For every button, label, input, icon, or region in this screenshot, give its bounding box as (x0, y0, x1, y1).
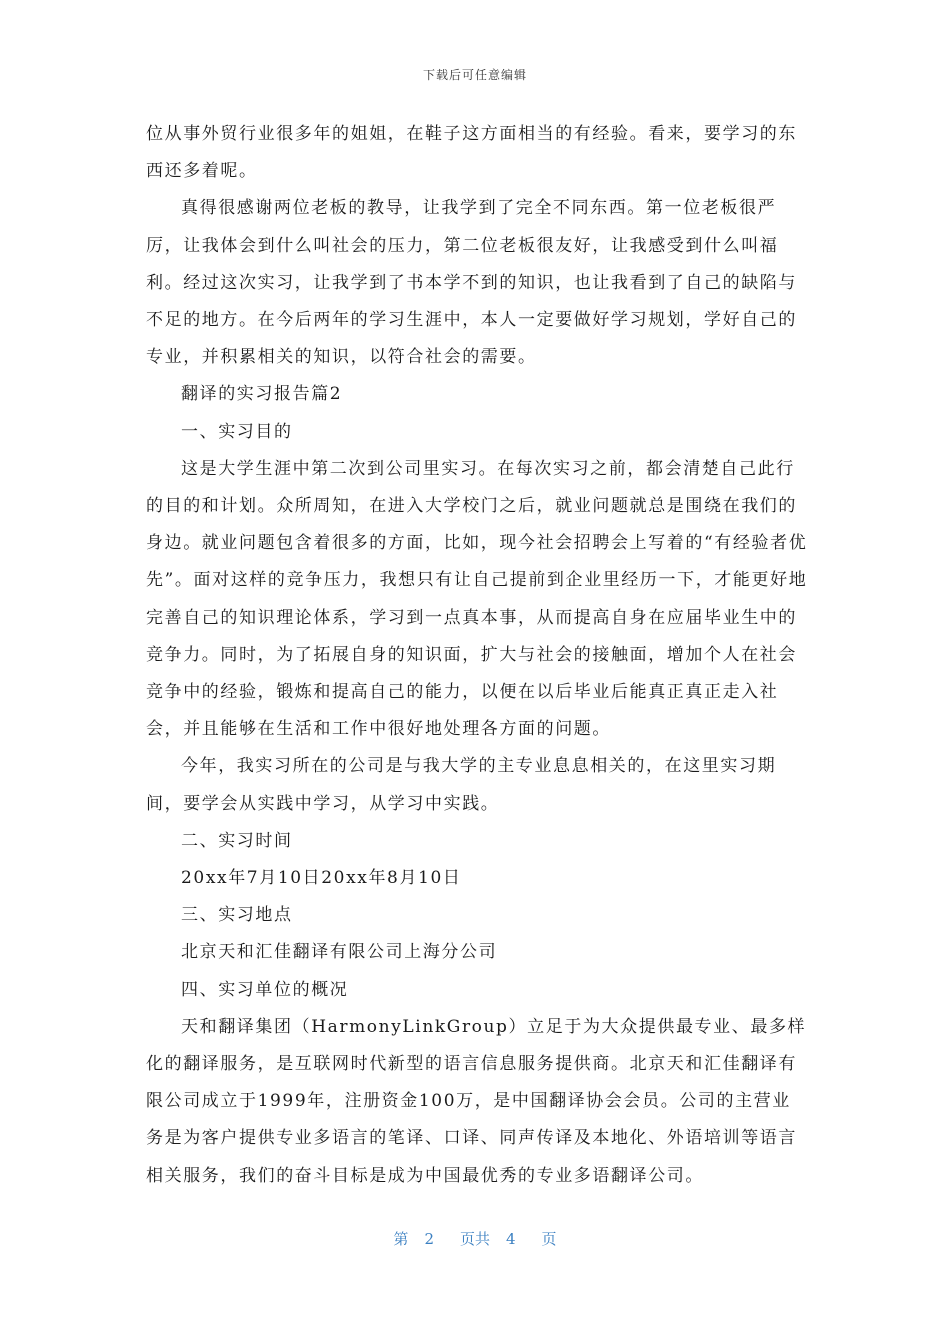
footer-middle: 页共 (459, 1230, 490, 1248)
footer-total-pages: 4 (506, 1230, 516, 1248)
heading-company-overview: 四、实习单位的概况 (181, 979, 349, 1000)
paragraph-thanks: 真得很感谢两位老板的教导，让我学到了完全不同东西。第一位老板很严厉，让我体会到什么叫社会的压力，第二位老板很友好，让我感受到什么叫福利。经过这次实习，让我学到了书本学不到的知识，也让我看到了自己的缺陷与不足的地方。在今后两年的学习生涯中，本人一定要做好学习规划，学好自己的专业，并积累相关的知识，以符合社会的需要。 (146, 198, 797, 368)
paragraph-this-year: 今年，我实习所在的公司是与我大学的主专业息息相关的，在这里实习期间，要学会从实践中学习，从学习中实践。 (146, 756, 777, 814)
paragraph-purpose: 这是大学生涯中第二次到公司里实习。在每次实习之前，都会清楚自己此行的目的和计划。众所周知，在进入大学校门之后，就业问题就总是围绕在我们的身边。就业问题包含着很多的方面，比如，现今社会招聘会上写着的“有经验者优先”。面对这样的竞争压力，我想只有让自己提前到企业里经历一下，才能更好地完善自己的知识理论体系，学习到一点真本事，从而提高自身在应届毕业生中的竞争力。同时，为了拓展自身的知识面，扩大与社会的接触面，增加个人在社会竞争中的经验，锻炼和提高自己的能力，以便在以后毕业后能真正真正走入社会，并且能够在生活和工作中很好地处理各方面的问题。 (146, 458, 808, 740)
heading-location: 三、实习地点 (181, 905, 293, 926)
paragraph-company-overview: 天和翻译集团（HarmonyLinkGroup）立足于为大众提供最专业、最多样化的翻译服务，是互联网时代新型的语言信息服务提供商。北京天和汇佳翻译有限公司成立于1999年，注册资金100万，是中国翻译协会会员。公司的主营业务是为客户提供专业多语言的笔译、口译、同声传译及本地化、外语培训等语言相关服务，我们的奋斗目标是成为中国最优秀的专业多语翻译公司。 (146, 1016, 807, 1186)
footer-prefix: 第 (393, 1230, 409, 1248)
heading-time: 二、实习时间 (181, 830, 293, 851)
page-header: 下载后可任意编辑 (422, 68, 527, 82)
footer-suffix: 页 (541, 1230, 557, 1248)
heading-purpose: 一、实习目的 (181, 421, 293, 442)
section-title: 翻译的实习报告篇2 (181, 384, 343, 405)
internship-dates: 20xx年7月10日20xx年8月10日 (181, 868, 462, 889)
paragraph-continuation: 位从事外贸行业很多年的姐姐，在鞋子这方面相当的有经验。看来，要学习的东西还多着呢。 (146, 124, 797, 182)
internship-location: 北京天和汇佳翻译有限公司上海分公司 (181, 942, 498, 963)
footer-page-number: 2 (424, 1230, 434, 1248)
page-footer (0, 1228, 950, 1249)
document-body (146, 116, 808, 1195)
